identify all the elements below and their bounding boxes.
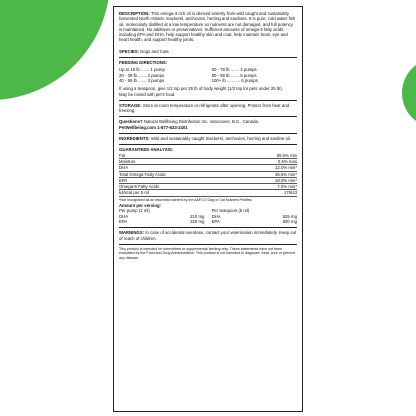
disclaimer: This product is intended for intermittent or supplemental feeding only. These statements have not been evaluated by the Food and Drug Administration. This product is not intended to diagnose, treat, cure or prevent any disease. [119,244,297,260]
analysis-value: 12.0% min* [275,165,297,171]
analysis-value: 99.5% min [276,152,297,158]
analysis-name: Omega-6 Fatty Acids [119,184,160,190]
feeding-row: 100+ lb ........... 6 pumps [211,77,258,83]
warnings-section [119,227,297,241]
per-serving-table [119,208,297,224]
nutrient-value: 320 mg [190,219,205,225]
feeding-row: Up to 19 lb ....... 1 pump [119,67,165,73]
storage-text: Store at room temperature or refrigerate after opening. Protect from heat and freezing. [119,102,289,114]
analysis-table [119,153,297,197]
per-pump-row [119,219,204,224]
analysis-value: 178/43 [283,190,297,196]
analysis-row [119,190,297,196]
analysis-value: 0.5% max [277,158,297,164]
nutrient-name: EPA [119,219,128,225]
feeding-col-right [212,67,297,83]
per-teaspoon-head: Per teaspoon (5 ml) [211,208,250,214]
analysis-name: Moisture [119,158,136,164]
storage-label: STORAGE: [119,102,142,108]
warnings-label: WARNINGS: [119,230,145,236]
contact-info: PetWellbeing.com 1-877-633-2401 [119,124,188,130]
feeding-row: 80 - 99 lb ....... 5 pumps [211,72,257,78]
species-section [119,47,297,54]
feeding-note-mix: May be mixed with pet's food. [119,91,176,97]
analysis-value: 7.0% min* [277,184,297,190]
ingredients-section [119,133,297,141]
analysis-name: EPA [119,177,128,183]
analysis-value: 18.0% min* [275,177,297,183]
green-background-accent [402,58,416,128]
nutrient-value: 800 mg [282,219,297,225]
product-label [113,6,303,412]
per-teaspoon-row [212,219,297,224]
green-background-shape [0,0,110,100]
analysis-name: DHA [119,165,129,171]
nutrient-name: EPA [211,219,220,225]
species-label: SPECIES: [119,48,140,54]
per-pump-head: Per pump (2 ml) [119,208,150,214]
description-section [119,11,297,43]
analysis-section [119,144,297,224]
nutrient-name: DHA [211,213,221,219]
questions-section [119,116,297,130]
questions-label: Questions? [119,119,143,125]
feeding-col-left [119,67,204,83]
description-label: DESCRIPTION: [119,11,150,16]
analysis-footnote: *Not recognized as an essential nutrient by the AAFCO Dog or Cat Nutrient Profiles. [119,197,253,202]
nutrient-value: 210 mg [190,213,205,219]
description-text: This omega-3 rich oil is derived entirely from wild caught and sustainably harvested North Atlantic mackerel, anchovies, herring and sardines. It is pure, cold water fish oil, molecularly distilled at a low temperature so nutrients are not damaged, and full potency is maintained. No additives or preservatives. Sufficient amounts of omega-3 fatty acids, including EPA and DHA, help support healthy skin and coat, help maintain brain, eye and heart health, and support healthy joints. [119,11,296,43]
ingredients-text: Wild and sustainably caught mackerel, anchovies, herring and sardine oil. [151,136,291,142]
nutrient-name: DHA [119,213,129,219]
feeding-table [119,67,297,83]
per-pump-col [119,208,204,224]
analysis-name: kJ/kcal per 5 ml [119,190,149,196]
feeding-row: 60 - 79 lb ....... 4 pumps [211,67,257,73]
feeding-row: 20 - 39 lb ....... 2 pumps [119,72,165,78]
analysis-value: 35.5% min* [275,171,297,177]
feeding-row: 40 - 59 lb ....... 3 pumps [119,77,165,83]
ingredients-label: INGREDIENTS: [119,136,150,142]
per-serving-label: Amount per serving: [119,203,162,209]
analysis-name: Fat [119,152,126,158]
analysis-name: Total Omega Fatty Acids [119,171,166,177]
feeding-label: FEEDING DIRECTIONS: [119,60,168,66]
warnings-text: In case of accidental overdose, contact your veterinarian immediately. Keep out of reach of children. [119,230,297,241]
questions-text: Natural Wellbeing Distribution Inc. Vancouver, B.C., Canada. [143,119,260,125]
feeding-note: If using a teaspoon, give 1/2 tsp per 25 lb of body weight (1/2 tsp for pets under 25 lb). [119,86,283,92]
per-teaspoon-col [212,208,297,224]
species-text: Dogs and Cats [140,48,169,54]
nutrient-value: 525 mg [282,213,297,219]
feeding-section [119,57,297,97]
storage-section [119,100,297,114]
analysis-label: GUARANTEED ANALYSIS: [119,147,174,153]
